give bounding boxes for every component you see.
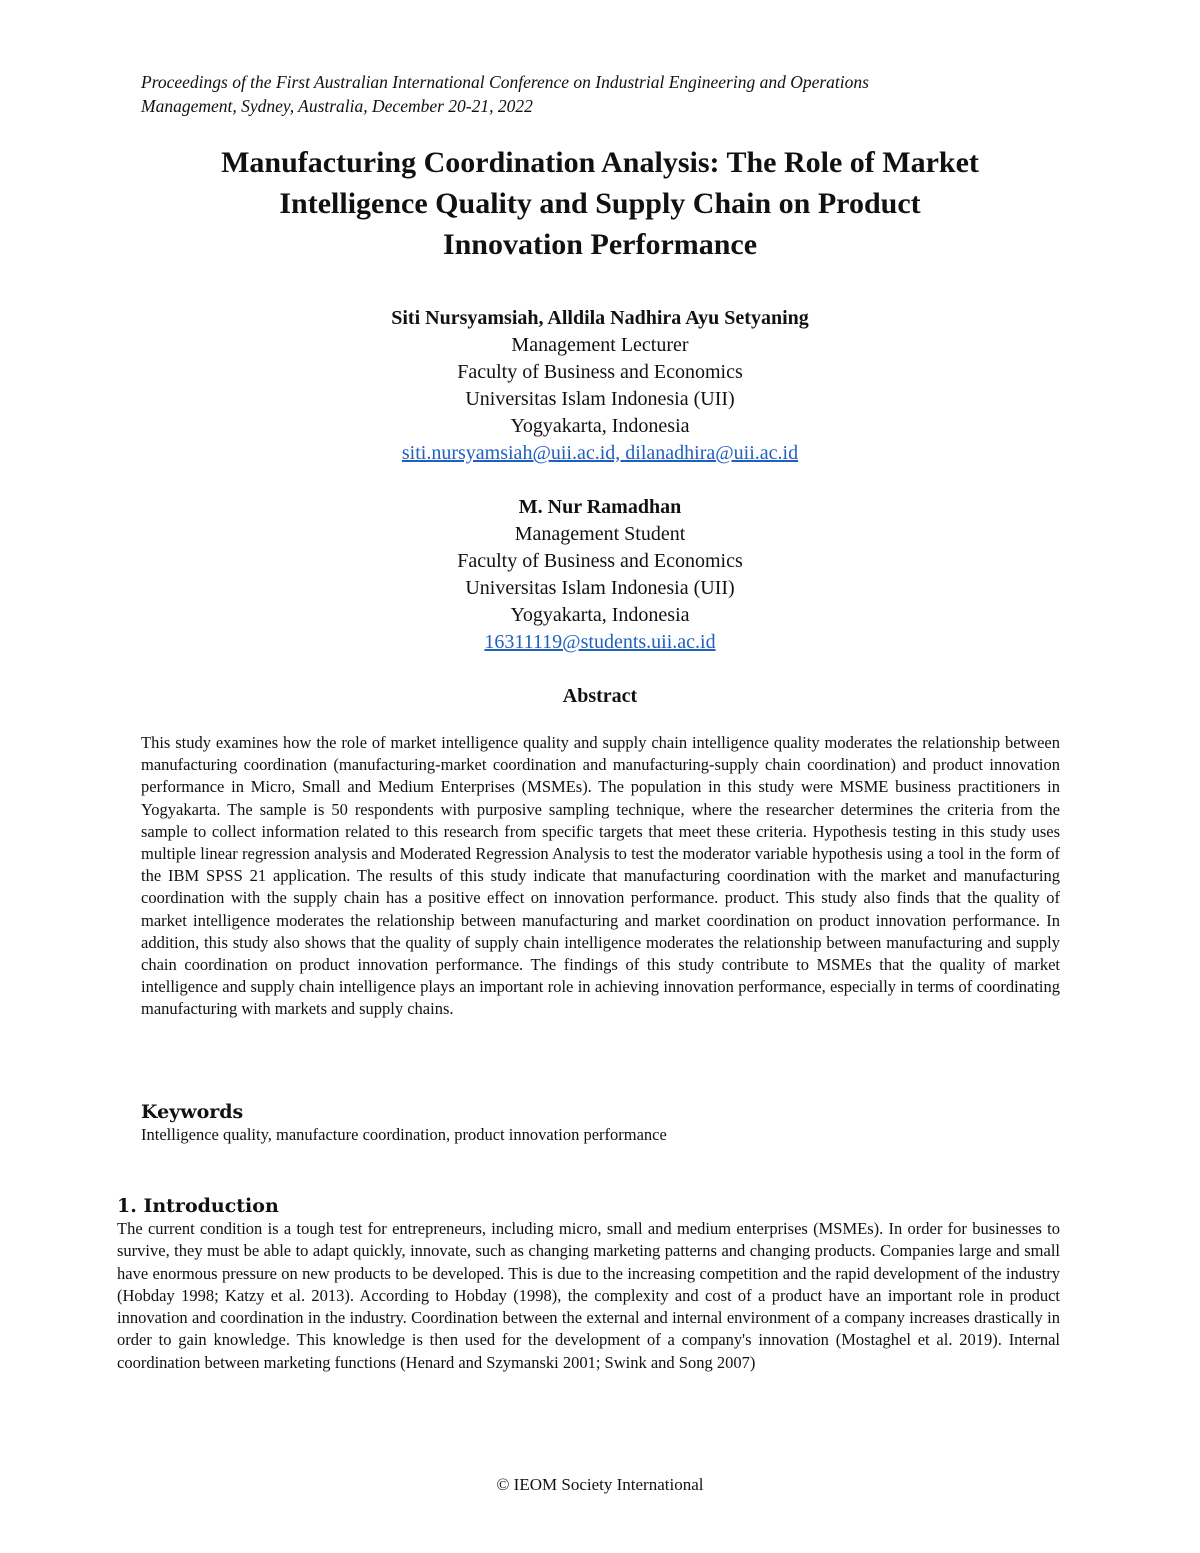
- author-names: M. Nur Ramadhan: [518, 496, 682, 518]
- author-block-1: [200, 305, 1000, 467]
- author-faculty: Faculty of Business and Economics: [457, 361, 743, 383]
- author-university: Universitas Islam Indonesia (UII): [465, 577, 735, 599]
- header-line-1: Proceedings of the First Australian International Conference on Industrial Engineering and Operations: [141, 72, 869, 92]
- author-email-link[interactable]: siti.nursyamsiah@uii.ac.id, dilanadhira@uii.ac.id: [401, 442, 799, 464]
- author-city: Yogyakarta, Indonesia: [510, 604, 690, 626]
- author-role: Management Lecturer: [511, 334, 689, 356]
- page-footer: © IEOM Society International: [496, 1475, 704, 1494]
- author-university: Universitas Islam Indonesia (UII): [465, 388, 735, 410]
- author-faculty: Faculty of Business and Economics: [457, 550, 743, 572]
- author-email-link[interactable]: 16311119@students.uii.ac.id: [484, 631, 716, 653]
- keywords-text: Intelligence quality, manufacture coordination, product innovation performance: [141, 1125, 667, 1144]
- title-line-3: Innovation Performance: [442, 228, 758, 261]
- proceedings-header: [141, 70, 1041, 118]
- title-line-2: Intelligence Quality and Supply Chain on Product: [279, 187, 921, 220]
- abstract-heading: Abstract: [562, 685, 638, 707]
- title-line-1: Manufacturing Coordination Analysis: The Role of Market: [221, 146, 979, 179]
- author-role: Management Student: [514, 523, 686, 545]
- author-block-2: [200, 494, 1000, 656]
- header-line-2: Management, Sydney, Australia, December 20-21, 2022: [141, 96, 533, 116]
- abstract-text: This study examines how the role of market intelligence quality and supply chain intelligence quality moderates the relationship between manufacturing coordination (manufacturing-market coordination and manufacturing-supply chain coordination) and product innovation performance in Micro, Small and Medium Enterprises (MSMEs). The population in this study were MSME business practitioners in Yogyakarta. The sample is 50 respondents with purposive sampling technique, where the researcher determines the criteria from the sample to collect information related to this research from specific targets that meet these criteria. Hypothesis testing in this study uses multiple linear regression analysis and Moderated Regression Analysis to test the moderator variable hypothesis using a tool in the form of the IBM SPSS 21 application. The results of this study indicate that manufacturing coordination with the market and manufacturing coordination with the supply chain has a positive effect on innovation performance. product. This study also finds that the quality of market intelligence moderates the relationship between manufacturing and market coordination on product innovation performance. In addition, this study also shows that the quality of supply chain intelligence moderates the relationship between manufacturing and supply chain coordination on product innovation performance. The findings of this study contribute to MSMEs that the quality of market intelligence and supply chain intelligence plays an important role in achieving innovation performance, especially in terms of coordinating manufacturing with markets and supply chains.: [141, 733, 1060, 1019]
- keywords-heading: Keywords: [141, 1101, 244, 1123]
- paper-title: [100, 142, 1100, 265]
- author-names: Siti Nursyamsiah, Alldila Nadhira Ayu Setyaning: [391, 307, 809, 329]
- introduction-heading: 1. Introduction: [117, 1195, 279, 1217]
- introduction-text: The current condition is a tough test for entrepreneurs, including micro, small and medium enterprises (MSMEs). In order for businesses to survive, they must be able to adapt quickly, innovate, such as changing marketing patterns and changing products. Companies large and small have enormous pressure on new products to be developed. This is due to the increasing competition and the rapid development of the industry (Hobday 1998; Katzy et al. 2013). According to Hobday (1998), the complexity and cost of a product have an important role in product innovation and coordination in the industry. Coordination between the external and internal environment of a company increases drastically in order to gain knowledge. This knowledge is then used for the development of a company's innovation (Mostaghel et al. 2019). Internal coordination between marketing functions (Henard and Szymanski 2001; Swink and Song 2007): [117, 1219, 1060, 1372]
- author-city: Yogyakarta, Indonesia: [510, 415, 690, 437]
